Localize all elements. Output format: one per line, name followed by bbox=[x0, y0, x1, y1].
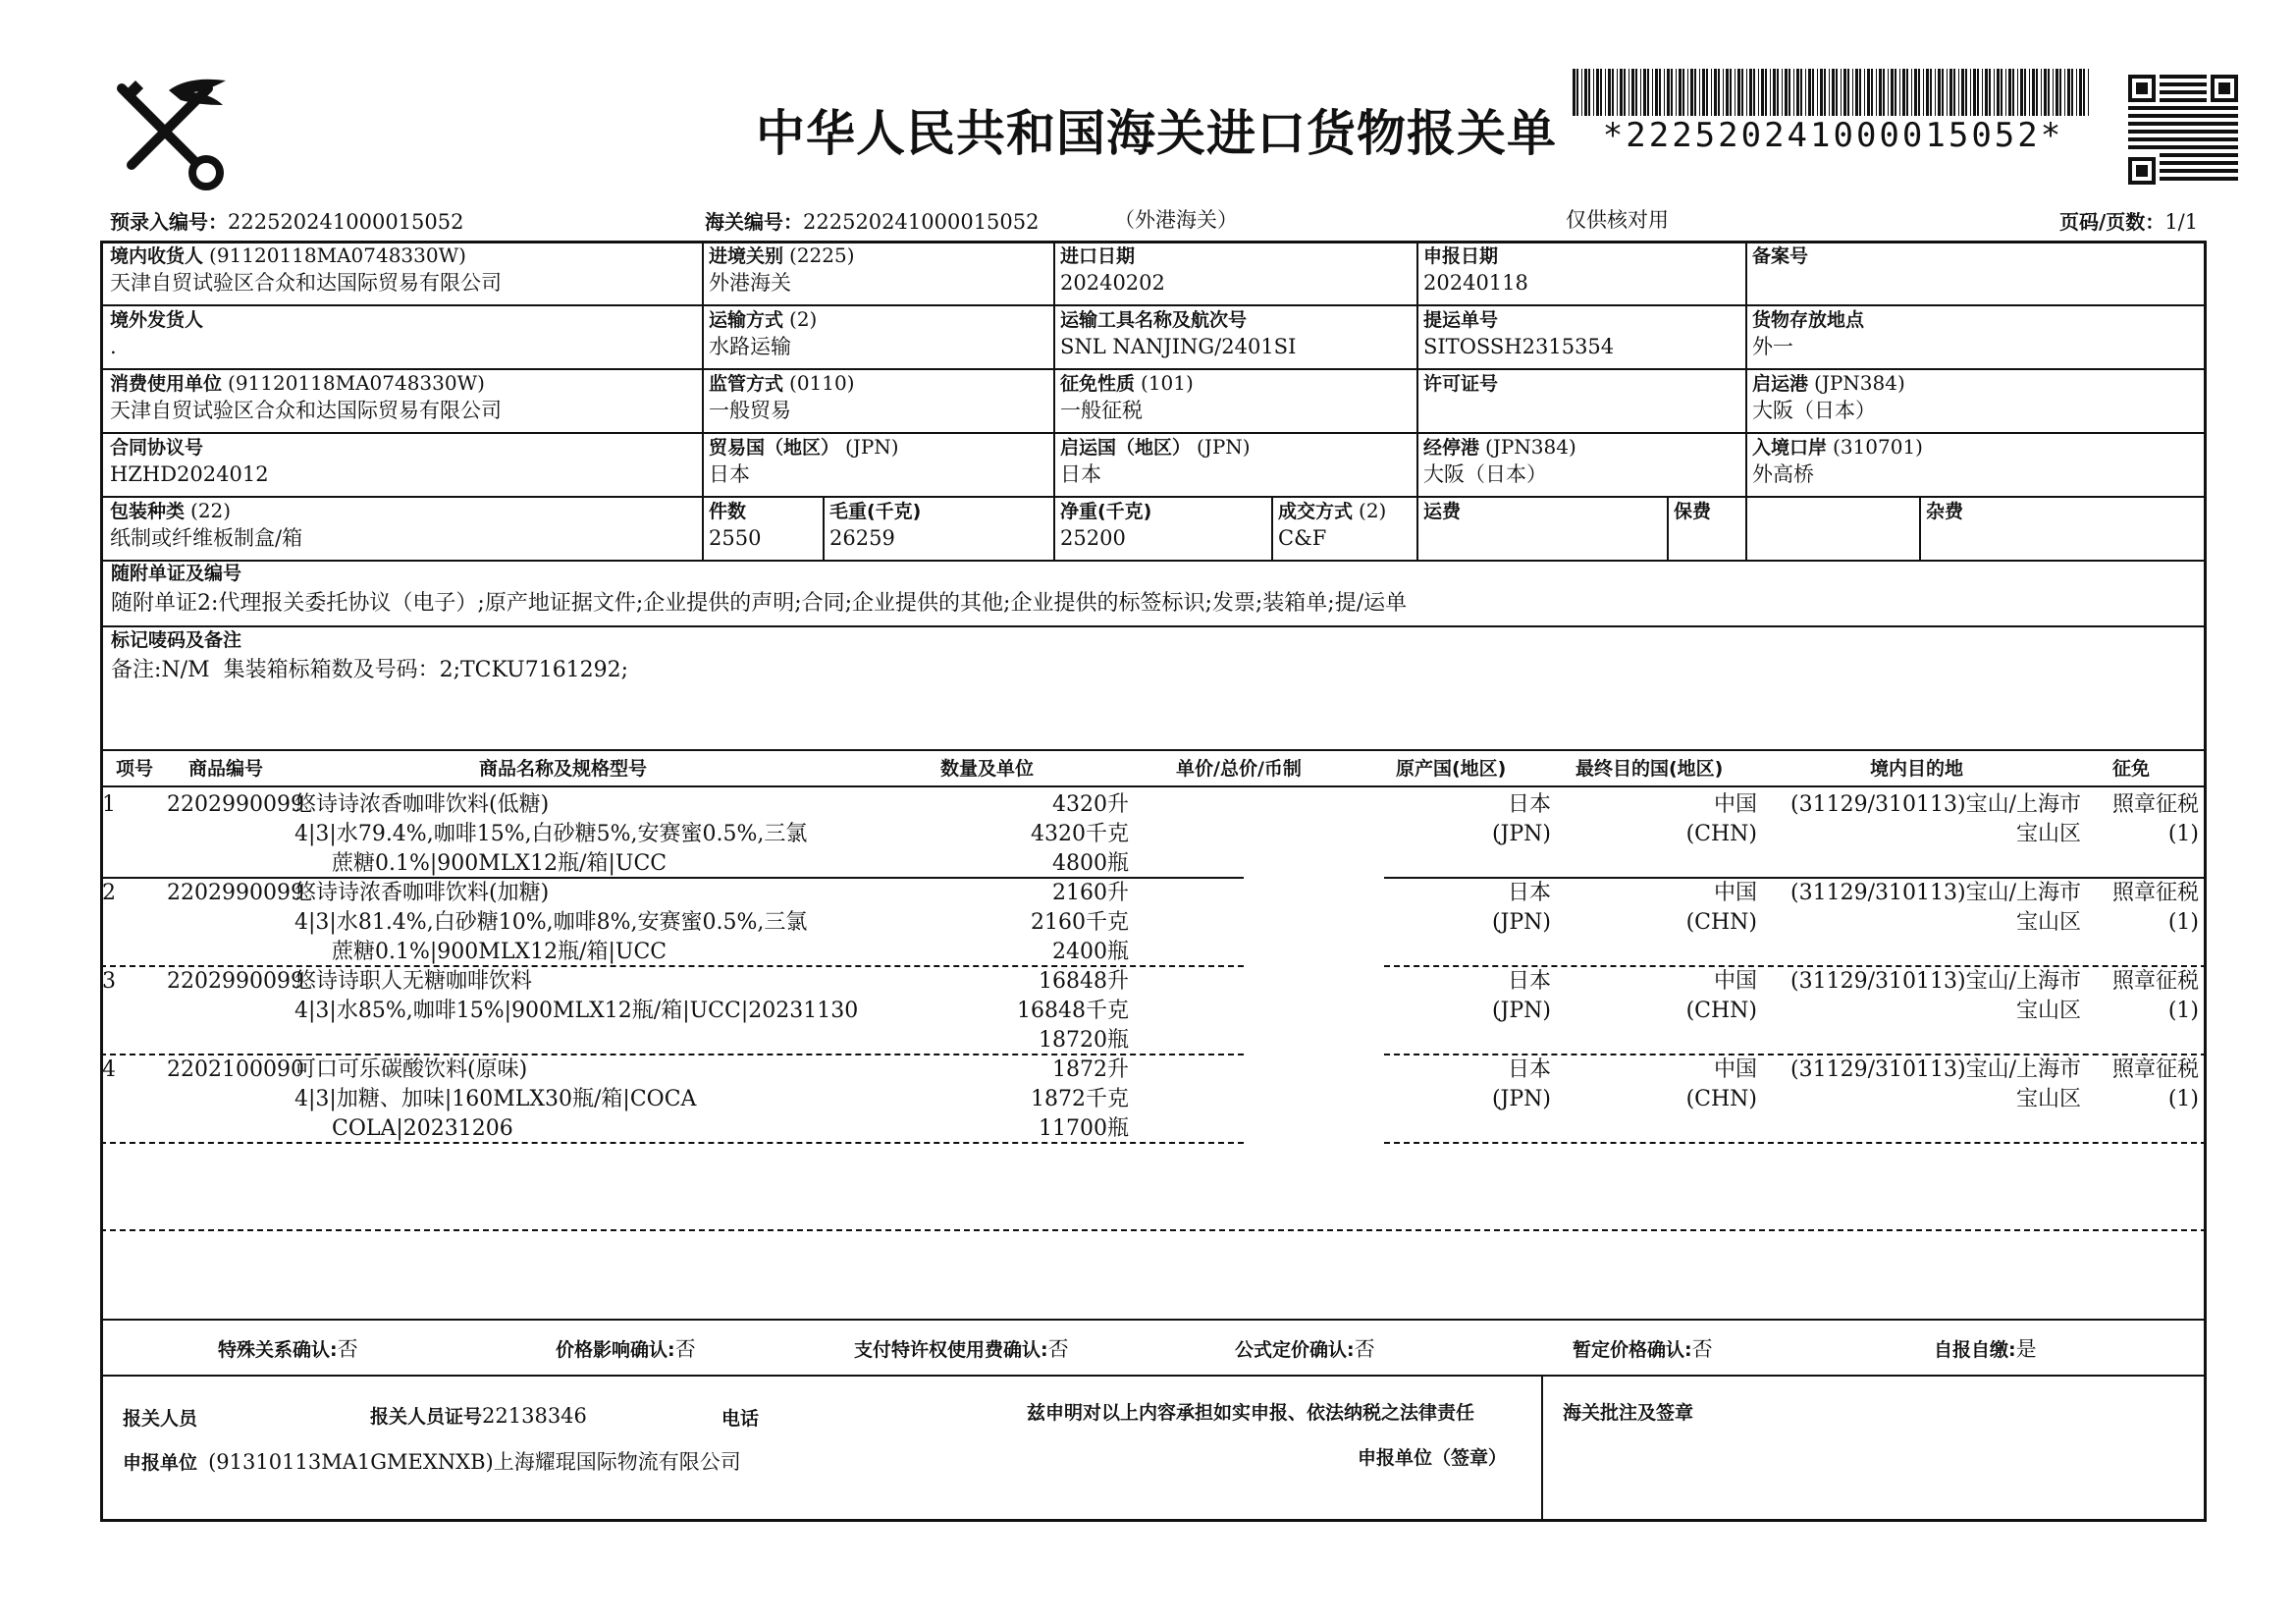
customs-emblem bbox=[110, 71, 233, 193]
confirmation-6 bbox=[1934, 1333, 2037, 1363]
field-value: 水路运输 bbox=[709, 335, 791, 358]
declarant-cert bbox=[370, 1402, 587, 1429]
goods-dest: 中国 bbox=[1713, 969, 1757, 994]
goods-domestic-district: 宝山区 bbox=[2015, 910, 2081, 935]
field-label: 净重(千克) bbox=[1060, 501, 1152, 522]
goods-domestic-dest: (31129/310113)宝山/上海市 bbox=[1790, 969, 2081, 994]
declaring-unit bbox=[123, 1446, 741, 1476]
goods-header-hs: 商品编号 bbox=[188, 758, 264, 780]
field-label: 贸易国（地区） bbox=[709, 437, 840, 459]
field-value: 外港海关 bbox=[709, 271, 791, 295]
r4-field-4 bbox=[1423, 435, 1576, 487]
field-value: SITOSSH2315354 bbox=[1423, 335, 1615, 358]
page-value: 1/1 bbox=[2164, 210, 2199, 234]
confirmation-label: 自报自缴: bbox=[1934, 1339, 2016, 1361]
goods-header-price: 单价/总价/币制 bbox=[1176, 758, 1302, 780]
goods-origin: 日本 bbox=[1507, 1057, 1551, 1082]
goods-hs-code: 2202990099 bbox=[167, 881, 304, 905]
attached-docs-label: 随附单证及编号 bbox=[111, 563, 242, 584]
confirmation-value: 是 bbox=[2015, 1337, 2037, 1361]
goods-dest: 中国 bbox=[1713, 881, 1757, 905]
field-code: (JPN) bbox=[845, 435, 899, 459]
r2-field-4 bbox=[1423, 307, 1614, 359]
goods-qty-2: 4320千克 bbox=[1031, 822, 1129, 846]
goods-dest: 中国 bbox=[1713, 1057, 1757, 1082]
field-label: 成交方式 bbox=[1278, 501, 1354, 522]
goods-spec-line2: 蔗糖0.1%|900MLX12瓶/箱|UCC bbox=[332, 851, 667, 876]
goods-origin-code: (JPN) bbox=[1491, 999, 1551, 1023]
goods-origin: 日本 bbox=[1507, 792, 1551, 817]
field-label: 杂费 bbox=[1926, 501, 1964, 522]
goods-name: 悠诗诗浓香咖啡饮料(加糖) bbox=[294, 881, 550, 905]
field-label: 境内收货人 bbox=[110, 245, 204, 267]
field-label: 运输方式 bbox=[709, 309, 784, 331]
r5-field-2 bbox=[709, 499, 761, 551]
r1-field-2 bbox=[709, 243, 855, 296]
goods-levy-code: (1) bbox=[2167, 999, 2199, 1023]
r3-field-1 bbox=[110, 371, 502, 423]
goods-dest-code: (CHN) bbox=[1685, 999, 1757, 1023]
field-code: (JPN) bbox=[1197, 435, 1251, 459]
r3-field-4 bbox=[1423, 371, 1504, 398]
declarant-cert-label: 报关人员证号 bbox=[370, 1406, 483, 1428]
field-code: (JPN384) bbox=[1485, 435, 1576, 459]
customs-number bbox=[705, 206, 1040, 235]
page-indicator bbox=[2059, 206, 2198, 235]
field-value: 20240202 bbox=[1060, 271, 1165, 295]
r5-field-8 bbox=[1926, 499, 1969, 525]
customs-office: （外港海关） bbox=[1114, 208, 1238, 232]
goods-qty-1: 2160升 bbox=[1052, 881, 1129, 905]
field-label: 合同协议号 bbox=[110, 437, 204, 459]
pre-entry-value: 222520241000015052 bbox=[228, 210, 464, 234]
goods-qty-2: 2160千克 bbox=[1031, 910, 1129, 935]
field-label: 进境关别 bbox=[709, 245, 784, 267]
confirmation-label: 公式定价确认: bbox=[1235, 1339, 1355, 1361]
goods-spec-line1: 4|3|水81.4%,白砂糖10%,咖啡8%,安赛蜜0.5%,三氯 bbox=[294, 910, 808, 935]
goods-item-no: 3 bbox=[102, 969, 116, 994]
r3-field-2 bbox=[709, 371, 855, 423]
field-value: 纸制或纤维板制盒/箱 bbox=[110, 526, 303, 550]
goods-origin-code: (JPN) bbox=[1491, 910, 1551, 935]
r1-field-3 bbox=[1060, 243, 1165, 296]
attached-docs-value: 随附单证2:代理报关委托协议（电子）;原产地证据文件;企业提供的声明;合同;企业提供的其他;企业提供的标签标识;发票;装箱单;提/运单 bbox=[111, 591, 1408, 616]
document-title: 中华人民共和国海关进口货物报关单 bbox=[756, 105, 1557, 162]
confirmation-3 bbox=[854, 1333, 1069, 1363]
field-code: (91120118MA0748330W) bbox=[209, 243, 466, 267]
declaring-unit-label: 申报单位 bbox=[123, 1452, 198, 1474]
attached-docs-cell bbox=[111, 562, 1407, 617]
field-label: 备案号 bbox=[1752, 245, 1809, 267]
goods-domestic-dest: (31129/310113)宝山/上海市 bbox=[1790, 792, 2081, 817]
confirmation-value: 否 bbox=[1047, 1337, 1069, 1361]
goods-header-levy: 征免 bbox=[2112, 758, 2151, 780]
field-value: 大阪（日本） bbox=[1752, 399, 1876, 422]
r4-field-5 bbox=[1752, 435, 1923, 487]
pre-entry-number bbox=[110, 206, 464, 235]
field-value: 一般征税 bbox=[1060, 399, 1143, 422]
goods-spec-line2: COLA|20231206 bbox=[332, 1116, 513, 1141]
field-code: (91120118MA0748330W) bbox=[228, 371, 485, 395]
r2-field-5 bbox=[1752, 307, 1870, 359]
goods-item-no: 2 bbox=[102, 881, 116, 905]
confirmation-5 bbox=[1573, 1333, 1713, 1363]
barcode-text: *222520241000015052* bbox=[1602, 116, 2064, 155]
field-value: C&F bbox=[1278, 526, 1327, 550]
field-label: 经停港 bbox=[1423, 437, 1480, 459]
goods-qty-2: 1872千克 bbox=[1031, 1087, 1129, 1111]
goods-qty-1: 4320升 bbox=[1052, 792, 1129, 817]
confirmation-label: 暂定价格确认: bbox=[1573, 1339, 1692, 1361]
goods-qty-1: 16848升 bbox=[1039, 969, 1129, 994]
confirmation-value: 否 bbox=[337, 1337, 358, 1361]
goods-domestic-district: 宝山区 bbox=[2015, 1087, 2081, 1111]
goods-header-no: 项号 bbox=[116, 758, 154, 780]
goods-qty-3: 4800瓶 bbox=[1052, 851, 1129, 876]
confirmation-value: 否 bbox=[1691, 1337, 1713, 1361]
goods-spec-line2: 蔗糖0.1%|900MLX12瓶/箱|UCC bbox=[332, 940, 667, 964]
marks-value: 备注:N/M 集装箱标箱数及号码：2;TCKU7161292; bbox=[111, 658, 629, 682]
seal-label: 申报单位（签章） bbox=[1358, 1447, 1508, 1469]
field-label: 监管方式 bbox=[709, 373, 784, 395]
confirmation-label: 支付特许权使用费确认: bbox=[854, 1339, 1048, 1361]
goods-dest-code: (CHN) bbox=[1685, 910, 1757, 935]
goods-domestic-district: 宝山区 bbox=[2015, 999, 2081, 1023]
goods-origin: 日本 bbox=[1507, 881, 1551, 905]
field-label: 运输工具名称及航次号 bbox=[1060, 309, 1248, 331]
field-label: 保费 bbox=[1674, 501, 1712, 522]
field-code: (2) bbox=[789, 307, 818, 331]
field-label: 消费使用单位 bbox=[110, 373, 223, 395]
goods-hs-code: 2202100090 bbox=[167, 1057, 304, 1082]
declaring-unit-value: (91310113MA1GMEXNXB)上海耀琨国际物流有限公司 bbox=[208, 1450, 741, 1474]
field-value: 26259 bbox=[829, 526, 895, 550]
field-code: (JPN384) bbox=[1814, 371, 1905, 395]
goods-item-no: 4 bbox=[102, 1057, 116, 1082]
confirmation-2 bbox=[556, 1333, 696, 1363]
r1-field-4 bbox=[1423, 243, 1528, 296]
r1-field-5 bbox=[1752, 243, 1814, 270]
confirmation-label: 特殊关系确认: bbox=[218, 1339, 338, 1361]
goods-levy: 照章征税 bbox=[2111, 881, 2199, 905]
field-label: 提运单号 bbox=[1423, 309, 1499, 331]
goods-hs-code: 2202990099 bbox=[167, 969, 304, 994]
r2-field-1 bbox=[110, 307, 209, 359]
field-value: . bbox=[110, 335, 117, 358]
customs-no-label: 海关编号： bbox=[705, 210, 803, 234]
r4-field-1 bbox=[110, 435, 269, 487]
field-value: 日本 bbox=[709, 462, 750, 486]
field-value: SNL NANJING/2401SI bbox=[1060, 335, 1297, 358]
goods-levy: 照章征税 bbox=[2111, 1057, 2199, 1082]
field-code: (2) bbox=[1359, 499, 1387, 522]
field-value: HZHD2024012 bbox=[110, 462, 269, 486]
r4-field-3 bbox=[1060, 435, 1251, 487]
customs-no-value: 222520241000015052 bbox=[803, 210, 1040, 234]
r5-field-6 bbox=[1423, 499, 1467, 525]
goods-domestic-dest: (31129/310113)宝山/上海市 bbox=[1790, 1057, 2081, 1082]
confirmation-value: 否 bbox=[1354, 1337, 1375, 1361]
pre-entry-label: 预录入编号： bbox=[110, 210, 228, 234]
goods-levy: 照章征税 bbox=[2111, 792, 2199, 817]
confirmation-label: 价格影响确认: bbox=[556, 1339, 675, 1361]
field-label: 包装种类 bbox=[110, 501, 186, 522]
field-label: 申报日期 bbox=[1423, 245, 1499, 267]
marks-label: 标记唛码及备注 bbox=[111, 629, 242, 651]
goods-qty-3: 2400瓶 bbox=[1052, 940, 1129, 964]
goods-name: 悠诗诗职人无糖咖啡饮料 bbox=[294, 969, 533, 994]
field-label: 境外发货人 bbox=[110, 309, 204, 331]
goods-header-dest: 最终目的国(地区) bbox=[1575, 758, 1724, 780]
field-label: 运费 bbox=[1423, 501, 1462, 522]
field-label: 许可证号 bbox=[1423, 373, 1499, 395]
goods-qty-2: 16848千克 bbox=[1017, 999, 1129, 1023]
confirmation-value: 否 bbox=[674, 1337, 696, 1361]
goods-qty-1: 1872升 bbox=[1052, 1057, 1129, 1082]
declarant-cert-value: 22138346 bbox=[482, 1404, 587, 1428]
watermark-note: 仅供核对用 bbox=[1566, 208, 1669, 232]
field-code: (2225) bbox=[789, 243, 855, 267]
goods-name: 可口可乐碳酸饮料(原味) bbox=[294, 1057, 528, 1082]
goods-levy-code: (1) bbox=[2167, 822, 2199, 846]
goods-header-origin: 原产国(地区) bbox=[1396, 758, 1507, 780]
field-value: 大阪（日本） bbox=[1423, 462, 1547, 486]
r3-field-5 bbox=[1752, 371, 1905, 423]
goods-origin-code: (JPN) bbox=[1491, 822, 1551, 846]
goods-levy: 照章征税 bbox=[2111, 969, 2199, 994]
phone-label: 电话 bbox=[721, 1408, 760, 1430]
goods-name: 悠诗诗浓香咖啡饮料(低糖) bbox=[294, 792, 550, 817]
goods-header-domestic: 境内目的地 bbox=[1870, 758, 1964, 780]
field-label: 启运国（地区） bbox=[1060, 437, 1192, 459]
goods-item-no: 1 bbox=[102, 792, 116, 817]
qr-code bbox=[2128, 75, 2238, 185]
declarant-label: 报关人员 bbox=[123, 1408, 198, 1430]
r2-field-2 bbox=[709, 307, 817, 359]
goods-domestic-dest: (31129/310113)宝山/上海市 bbox=[1790, 881, 2081, 905]
r5-field-4 bbox=[1060, 499, 1157, 551]
r5-field-1 bbox=[110, 499, 302, 551]
goods-origin-code: (JPN) bbox=[1491, 1087, 1551, 1111]
field-label: 入境口岸 bbox=[1752, 437, 1828, 459]
goods-qty-3: 18720瓶 bbox=[1039, 1028, 1129, 1053]
r2-field-3 bbox=[1060, 307, 1296, 359]
customs-approval-label: 海关批注及签章 bbox=[1563, 1402, 1694, 1424]
r4-field-2 bbox=[709, 435, 899, 487]
field-code: (101) bbox=[1141, 371, 1194, 395]
field-label: 货物存放地点 bbox=[1752, 309, 1865, 331]
goods-dest-code: (CHN) bbox=[1685, 1087, 1757, 1111]
r5-field-7 bbox=[1674, 499, 1717, 525]
field-label: 毛重(千克) bbox=[829, 501, 922, 522]
legal-statement: 兹申明对以上内容承担如实申报、依法纳税之法律责任 bbox=[1027, 1402, 1475, 1424]
field-value: 20240118 bbox=[1423, 271, 1528, 295]
goods-spec-line1: 4|3|水79.4%,咖啡15%,白砂糖5%,安赛蜜0.5%,三氯 bbox=[294, 822, 808, 846]
field-code: (22) bbox=[190, 499, 232, 522]
goods-header-qty: 数量及单位 bbox=[940, 758, 1035, 780]
goods-domestic-district: 宝山区 bbox=[2015, 822, 2081, 846]
field-value: 天津自贸试验区合众和达国际贸易有限公司 bbox=[110, 399, 502, 422]
goods-spec-line1: 4|3|水85%,咖啡15%|900MLX12瓶/箱|UCC|20231130 bbox=[294, 999, 859, 1023]
confirmation-4 bbox=[1235, 1333, 1375, 1363]
goods-qty-3: 11700瓶 bbox=[1039, 1116, 1129, 1141]
field-value: 日本 bbox=[1060, 462, 1101, 486]
field-label: 征免性质 bbox=[1060, 373, 1136, 395]
r5-field-3 bbox=[829, 499, 927, 551]
field-value: 天津自贸试验区合众和达国际贸易有限公司 bbox=[110, 271, 502, 295]
field-label: 进口日期 bbox=[1060, 245, 1136, 267]
field-value: 25200 bbox=[1060, 526, 1126, 550]
field-code: (0110) bbox=[789, 371, 855, 395]
r3-field-3 bbox=[1060, 371, 1194, 423]
field-label: 启运港 bbox=[1752, 373, 1809, 395]
field-value: 一般贸易 bbox=[709, 399, 791, 422]
goods-levy-code: (1) bbox=[2167, 1087, 2199, 1111]
goods-header-name: 商品名称及规格型号 bbox=[479, 758, 648, 780]
field-value: 2550 bbox=[709, 526, 762, 550]
goods-spec-line1: 4|3|加糖、加味|160MLX30瓶/箱|COCA bbox=[294, 1087, 697, 1111]
goods-dest-code: (CHN) bbox=[1685, 822, 1757, 846]
confirmation-1 bbox=[218, 1333, 358, 1363]
goods-levy-code: (1) bbox=[2167, 910, 2199, 935]
goods-dest: 中国 bbox=[1713, 792, 1757, 817]
marks-cell bbox=[111, 628, 628, 683]
r5-field-5 bbox=[1278, 499, 1386, 551]
field-value: 外一 bbox=[1752, 335, 1793, 358]
r1-field-1 bbox=[110, 243, 502, 296]
field-code: (310701) bbox=[1833, 435, 1923, 459]
page-label: 页码/页数： bbox=[2059, 210, 2165, 234]
goods-origin: 日本 bbox=[1507, 969, 1551, 994]
field-value: 外高桥 bbox=[1752, 462, 1814, 486]
goods-hs-code: 2202990099 bbox=[167, 792, 304, 817]
field-label: 件数 bbox=[709, 501, 747, 522]
